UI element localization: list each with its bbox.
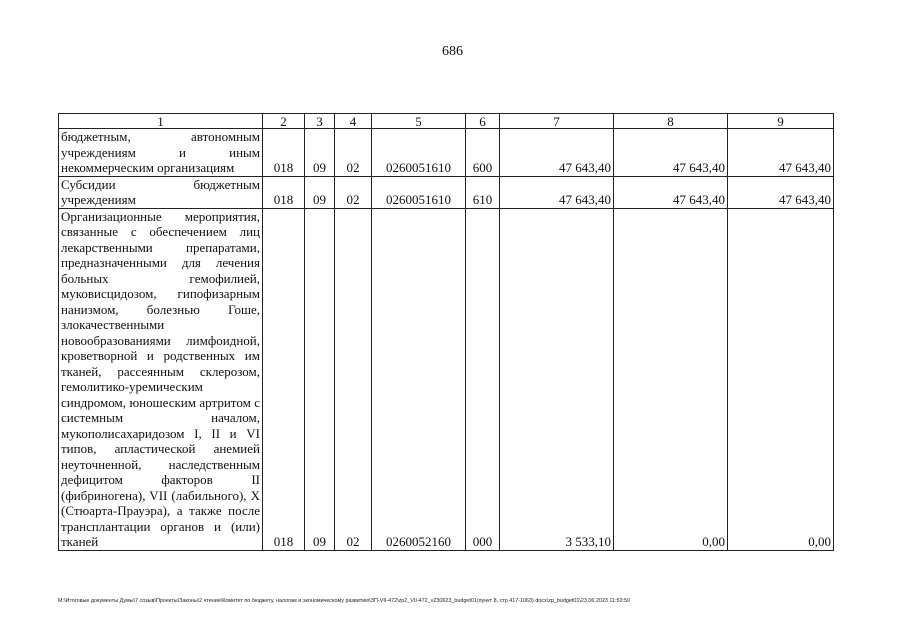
cell-c4: 02	[335, 129, 372, 177]
cell-c9: 0,00	[728, 208, 834, 550]
column-header: 9	[728, 114, 834, 129]
column-header: 5	[372, 114, 466, 129]
table-header-row	[59, 114, 834, 129]
cell-c7: 47 643,40	[500, 176, 614, 208]
row-name: бюджетным, автономным учреждениям и иным некоммерческим организациям	[59, 129, 263, 177]
cell-c6: 610	[466, 176, 500, 208]
cell-c8: 47 643,40	[614, 176, 728, 208]
cell-c8: 47 643,40	[614, 129, 728, 177]
cell-c6: 600	[466, 129, 500, 177]
cell-c2: 018	[263, 176, 305, 208]
table-row	[59, 129, 834, 177]
cell-c5: 0260051610	[372, 176, 466, 208]
column-header: 4	[335, 114, 372, 129]
row-name: Субсидии бюджетным учреждениям	[59, 176, 263, 208]
cell-c9: 47 643,40	[728, 129, 834, 177]
column-header: 2	[263, 114, 305, 129]
column-header: 6	[466, 114, 500, 129]
cell-c7: 47 643,40	[500, 129, 614, 177]
cell-c3: 09	[305, 208, 335, 550]
cell-c7: 3 533,10	[500, 208, 614, 550]
column-header: 3	[305, 114, 335, 129]
cell-c6: 000	[466, 208, 500, 550]
document-path-footer: M:\Итоговые документы Думы\7 созыв\Проекты\Законы\2 чтение\Комитет по бюджету, налогам и экономическому развитию\ЗП-VII-472\zp2_VII-472_v230623_budget01(пункт 8, стр.417-1063).docx\zp_budget01\23.06.2023 11:53:50	[58, 598, 630, 604]
row-name: Организационные мероприятия, связанные с обеспечением лиц лекарственными препаратами, предназначенными для лечения больных гемофилией, муковисцидозом, гипофизарным нанизмом, болезнью Гоше, злокачественными новообразованиями лимфоидной, кроветворной и родственных им тканей, рассеянным склерозом, гемолитико-уремическим синдромом, юношеским артритом с системным началом, мукополисахаридозом I, II и VI типов, апластической анемией неуточненной, наследственным дефицитом факторов II (фибриногена), VII (лабильного), X (Стюарта-Прауэра), а также после трансплантации органов и (или) тканей	[59, 208, 263, 550]
cell-c4: 02	[335, 208, 372, 550]
cell-c3: 09	[305, 129, 335, 177]
page-number: 686	[442, 44, 463, 59]
cell-c3: 09	[305, 176, 335, 208]
budget-table	[58, 113, 834, 551]
cell-c8: 0,00	[614, 208, 728, 550]
cell-c4: 02	[335, 176, 372, 208]
column-header: 7	[500, 114, 614, 129]
cell-c5: 0260051610	[372, 129, 466, 177]
cell-c2: 018	[263, 129, 305, 177]
table-row	[59, 176, 834, 208]
cell-c2: 018	[263, 208, 305, 550]
column-header: 8	[614, 114, 728, 129]
cell-c9: 47 643,40	[728, 176, 834, 208]
table-row	[59, 208, 834, 550]
column-header: 1	[59, 114, 263, 129]
cell-c5: 0260052160	[372, 208, 466, 550]
